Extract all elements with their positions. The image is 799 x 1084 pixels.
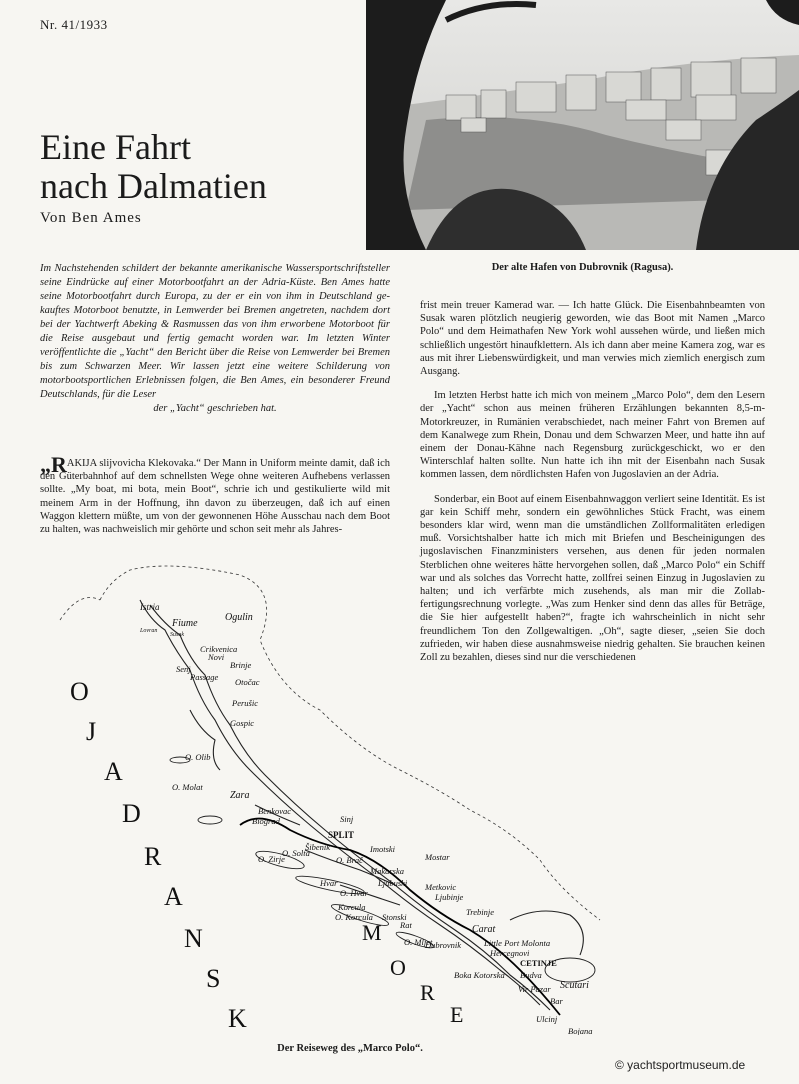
article-intro [40,262,390,416]
place-label: Brinje [230,660,252,670]
place-label: O. Molat [172,782,203,792]
place-label: Perušic [232,698,258,708]
sea-letter: R [144,842,162,871]
title-line-2: nach Dalmatien [40,166,267,206]
place-label: O. Korcula [335,912,373,922]
place-label: O. Hvar [340,888,368,898]
map-caption: Der Reiseweg des „Marco Polo“. [277,1043,423,1054]
place-label: Crikvenica [200,644,238,654]
place-label: Bojana [568,1026,593,1035]
place-label: O. Brač [336,855,363,865]
sea-letter: E [450,1002,464,1027]
place-label: Passage [190,672,219,682]
article-author: Von Ben Ames [40,210,142,226]
place-label: Benkovac [258,806,292,816]
place-label: SPLIT [328,830,355,840]
sea-letter: R [420,980,435,1005]
sea-letter: A [164,882,183,911]
place-label: Budva [520,970,542,980]
place-label: Sinj [340,814,354,824]
place-label: Korcula [338,902,366,912]
photo-caption: Der alte Hafen von Dubrovnik (Ragusa). [491,262,674,273]
place-label: Carat [472,924,496,935]
place-label: Susak [170,632,184,638]
place-label: O. Olib [185,752,211,762]
place-label: Rat [400,920,412,930]
place-label: Šibenik [305,842,331,852]
place-label: Senj [176,664,191,674]
title-line-1: Eine Fahrt [40,127,191,167]
place-label: Stonski [382,912,407,922]
place-label: CETINJE [520,958,557,968]
place-label: Zara [230,790,250,801]
intro-last-line: der „Yacht“ geschrieben hat. [153,403,277,414]
column-2-paragraph-2: Im letzten Herbst hatte ich mich von meinem „Marco Polo“, dem den Lesern der „Yacht“ schon aus meinen früheren Erzählungen bekannten 8,5-m-Motorkreuzer, in Rumänien verabschiedet, nach meiner Fahrt von Bremen auf dem Kanalwege zum Rhein, Donau und dem Schwarzen Meer, und hatte ihn auf einem der Donau-Kähne nach Regensburg zurückgeschickt, wo er den Winterschlaf halten sollte. Nun hatte ich ihn mit der Eisenbahn nach Susak kommen lassen, dem nördlichsten Hafen von Jugoslavien an der Adria. [420,390,765,481]
column-2-paragraph-3: Sonderbar, ein Boot auf einem Eisenbahnwaggon verliert seine Identität. Es ist gar kein Schiff mehr, sondern ein gewöhnliches Stück Fracht, was einem besonders klar wird, wenn man die umständlichen Zollformalitäten erledigen muß. Vorsichtshalber hatte ich mich mit Briefen und Bescheinigungen des jugoslavischen Finanzministers versehen, aus denen für jeden normalen Sterblichen ohne weiteres hätte hervorgehen sollen, daß „Marco Polo“ ein Schiff war und als solches das Vorrecht hatte, zollfrei seinen Einzug in Jugoslavien zu halten; und ich verfärbte mich zusehends, als man mir die Zollabfertigungsrechnung vorlegte. „Was zum Henker sind denn das alles für Beträge, die Sie hier aufgestellt haben?“, fragte ich wahrscheinlich in nicht sehr freundlichem Ton den Zollgewaltigen. „Oh“, sagte dieser, „seien Sie doch zufrieden, wir haben diese ausnahmsweise niedrig gehalten. Sie brauchen keinen Zoll zu bezahlen, dieses sind nur die verschiedenen [420,493,765,664]
sea-letter: O [390,955,406,980]
place-label: Imotski [370,844,396,854]
place-label: O. Zirje [258,854,285,864]
place-label: Istria [140,602,160,612]
sea-letter: N [184,924,203,953]
intro-text: Im Nachstehenden schildert der bekannte amerikanische Wassersportschriftsteller seine Eindrücke auf einer Motorbootfahrt an der Adria-Küste. Ben Ames hatte seine Motorbootfahrt durch Europa, zu der er ein von ihm in Deutschland gekauftes Motorboot benutzte, in Lemwerder bei Bremen angetreten, nachdem dort bei der Yachtwerft Abeking & Rasmussen das von ihm erworbene Motorboot für die Reise ausgebaut und fertig gemacht worden war. Im letzten Winter veröffentlichte die „Yacht“ den Bericht über die Reise von Lemwerder bei Bremen bis zum Schwarzen Meer. Wir lassen jetzt eine weitere Schilderung von motorbootsportlichen Erlebnissen folgen, die Ben Ames, ein besonderer Freund Deutschlands, für die Leser [40,263,390,400]
sea-letter: A [104,757,123,786]
place-label: Mostar [425,852,450,862]
column-1-body: AKIJA slijvovicha Klekovaka.“ Der Mann in Uniform meinte damit, daß ich den Güterbahnhof auf dem schnellsten Wege ohne weiteren Aufhebens verlassen sollte. „My boat, mi bota, mein Boot“, schrie ich und gestikulierte wild mit meinem Arm in der Hoffnung, ihn davon zu überzeugen, daß ich auf einen Waggon klettern müßte, um von der gewonnenen Höhe Ausschau nach dem Boot zu halten, was nachweislich mir gehörte und schon seit mehr als Jahres- [40,458,390,536]
column-2-paragraph-1: frist mein treuer Kamerad war. — Ich hatte Glück. Die Eisenbahnbeamten von Susak waren plötzlich neugierig geworden, wie das Boot mit Namen „Marco Polo“ und dem Heimathafen New York wohl aussehen würde, und ließen mich schließlich ungestört hinaufklettern. Als ich dann aber meine Kamera zog, war es aus mit ihrer Liebenswürdigkeit, und man verwies mich ziemlich energisch zum Ausgang. [420,300,765,378]
sea-letter: K [228,1004,247,1033]
sea-letter: J [86,717,97,746]
place-label: Metkovic [425,882,457,892]
sea-letter: M [362,920,382,945]
place-label: Boka Kotorska [454,970,505,980]
place-label: Trebinje [466,907,495,917]
place-label: Ljubuski [378,878,408,888]
route-map [40,560,620,1035]
issue-number: Nr. 41/1933 [40,17,108,32]
place-label: Hercegnovi [490,948,530,958]
watermark: © yachtsportmuseum.de [615,1058,746,1072]
place-label: Novi [208,652,225,662]
place-label: Hvar [320,878,338,888]
place-label: O. Mljet [404,937,433,947]
place-label: Vir Pazar [518,984,551,994]
place-label: Lovran [140,628,158,634]
column-1-text [40,452,390,536]
place-label: Fiume [172,618,198,629]
dubrovnik-harbor-photo [366,0,799,250]
sea-letter: S [206,964,221,993]
place-label: Bar [550,996,563,1006]
place-label: Scutari [560,980,589,991]
place-label: Little Port Molonta [484,938,551,948]
place-label: O. Solta [282,848,310,858]
place-label: Ulcinj [536,1014,558,1024]
place-label: Ogulin [225,612,253,623]
place-label: Ljubinje [435,892,464,902]
place-label: Otočac [235,677,260,687]
place-label: Dubrovnik [425,940,462,950]
sea-letter: O [70,677,89,706]
place-label: Biograd [252,816,280,826]
place-label: Gospic [230,718,255,728]
article-title [40,128,267,206]
sea-letter: D [122,799,141,828]
place-label: Makarska [370,866,404,876]
drop-cap: „R [40,452,67,477]
